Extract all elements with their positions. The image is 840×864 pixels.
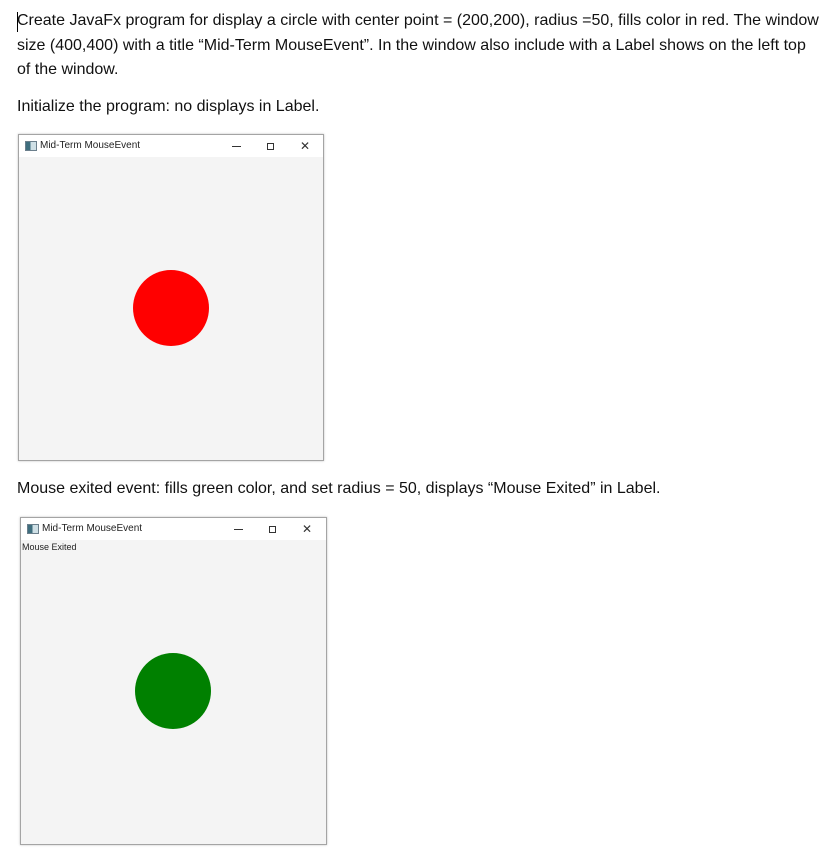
java-app-icon <box>27 524 39 534</box>
status-label: Mouse Exited <box>22 542 77 552</box>
java-app-icon <box>25 141 37 151</box>
window-titlebar[interactable] <box>21 518 326 540</box>
close-button[interactable] <box>288 135 322 157</box>
window-exited <box>20 517 327 845</box>
window-title: Mid-Term MouseEvent <box>42 523 143 534</box>
window-titlebar[interactable] <box>19 135 323 157</box>
maximize-icon <box>267 143 274 150</box>
maximize-icon <box>269 526 276 533</box>
circle-shape[interactable] <box>135 653 211 729</box>
minimize-icon <box>234 529 243 530</box>
initialize-paragraph: Initialize the program: no displays in Label. <box>17 98 320 115</box>
mouse-exited-paragraph: Mouse exited event: fills green color, and set radius = 50, displays “Mouse Exited” in Label. <box>17 480 661 497</box>
minimize-button[interactable] <box>221 518 255 540</box>
intro-paragraph: Create JavaFx program for display a circle with center point = (200,200), radius =50, fills color in red. The window size (400,400) with a title “Mid-Term MouseEvent”. In the window also include with a Label shows on the left top of the window. <box>17 12 819 78</box>
circle-shape[interactable] <box>133 270 209 346</box>
close-icon: ✕ <box>301 522 313 536</box>
minimize-button[interactable] <box>219 135 253 157</box>
maximize-button[interactable] <box>253 135 287 157</box>
close-button[interactable] <box>290 518 324 540</box>
maximize-button[interactable] <box>255 518 289 540</box>
close-icon: ✕ <box>299 139 311 153</box>
window-title: Mid-Term MouseEvent <box>40 140 141 151</box>
window-initial <box>18 134 324 461</box>
minimize-icon <box>232 146 241 147</box>
